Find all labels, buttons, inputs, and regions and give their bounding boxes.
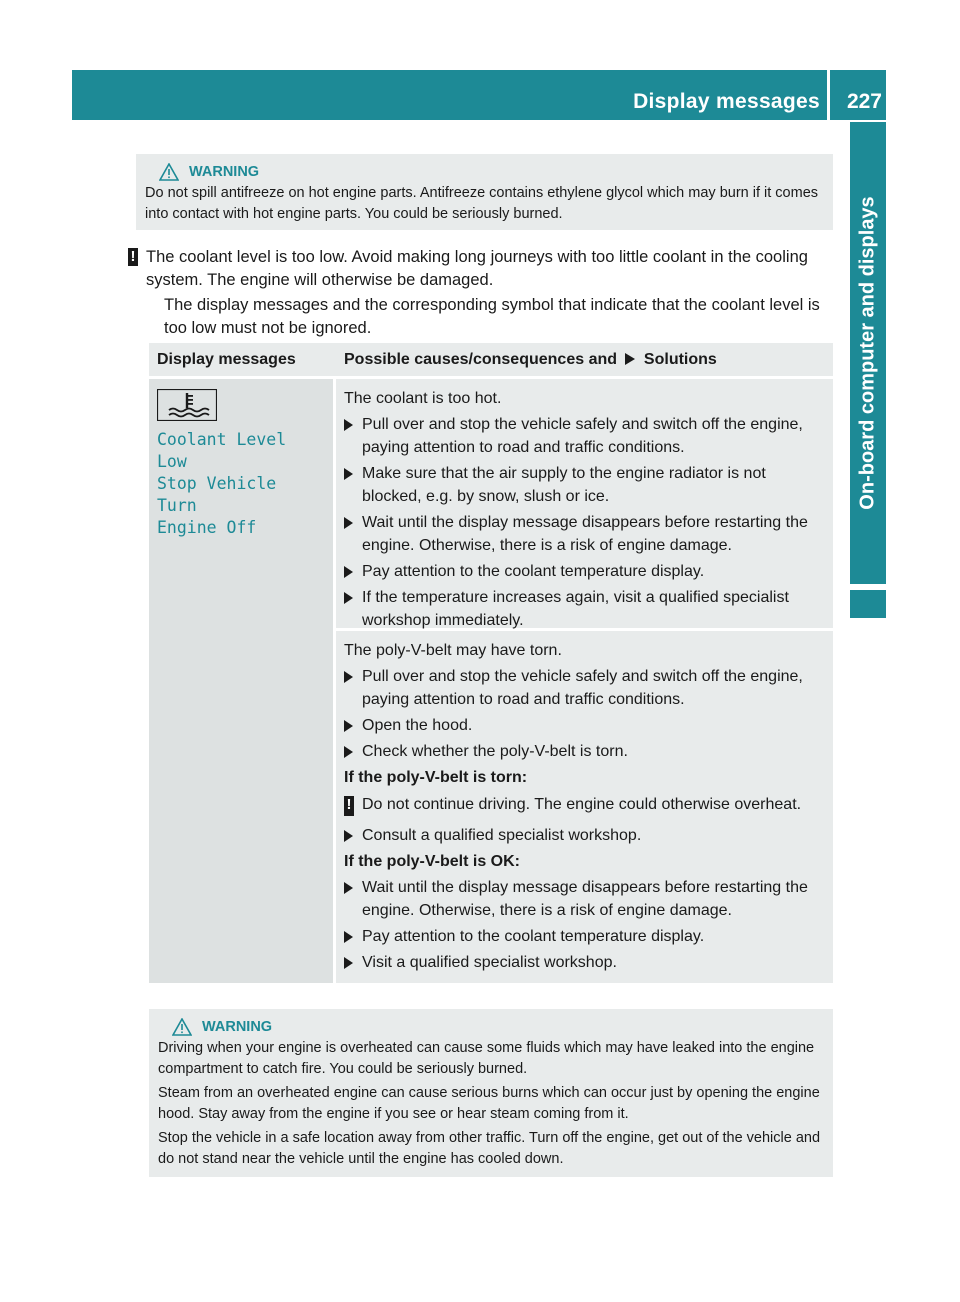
arrow-right-icon: [344, 830, 354, 842]
solution-step: [344, 665, 827, 711]
note-paragraph: The display messages and the corresponding symbol that indicate that the coolant level is too low must not be ignored.: [164, 296, 820, 337]
step-text: Pull over and stop the vehicle safely and switch off the engine, paying attention to road and traffic conditions.: [362, 668, 803, 708]
chapter-tab-label: On-board computer and displays: [856, 196, 879, 510]
arrow-right-icon: [344, 720, 354, 732]
arrow-right-icon: [344, 566, 354, 578]
solution-step: [344, 560, 827, 583]
warning-triangle-icon: [159, 163, 179, 181]
step-text: Wait until the display message disappears before restarting the engine. Otherwise, there is a risk of engine damage.: [362, 514, 808, 554]
step-text: If the temperature increases again, visit a qualified specialist workshop immediately.: [362, 589, 789, 629]
message-cell: [149, 376, 336, 983]
solution-step: [344, 413, 827, 459]
coolant-note: [130, 246, 834, 340]
caution-text: Do not continue driving. The engine could otherwise overheat.: [362, 796, 802, 813]
warning-text: Do not spill antifreeze on hot engine parts. Antifreeze contains ethylene glycol which may burn if it comes into contact with hot engine parts. You could be seriously burned.: [145, 185, 819, 222]
caution-note: [344, 793, 827, 816]
arrow-right-icon: [344, 931, 354, 943]
arrow-right-icon: [344, 468, 354, 480]
note-text: The coolant level is too low. Avoid making long journeys with too little coolant in the cooling system. The engine will otherwise be damaged.: [146, 248, 808, 289]
solution-step: [344, 740, 827, 763]
warning-box-top: [136, 154, 833, 230]
condition-heading: If the poly-V-belt is torn:: [344, 769, 528, 786]
step-text: Pay attention to the coolant temperature display.: [362, 928, 705, 945]
warning-text: Stop the vehicle in a safe location away from other traffic. Turn off the engine, get out of the vehicle and do not stand near the vehicle until the engine has cooled down.: [158, 1130, 821, 1167]
section-title: Display messages: [633, 90, 820, 113]
note-paragraph: [130, 246, 834, 292]
arrow-right-icon: [344, 517, 354, 529]
warning-label: WARNING: [189, 163, 260, 180]
message-line: Stop Vehicle Turn: [157, 474, 277, 515]
solution-block-belt: [336, 628, 833, 983]
solution-step: [344, 876, 827, 922]
caution-icon: !: [128, 248, 138, 266]
display-message-table: [149, 343, 833, 983]
arrow-right-icon: [344, 671, 354, 683]
solution-step: [344, 824, 827, 847]
arrow-right-icon: [625, 353, 635, 365]
cause-text: The poly-V-belt may have torn.: [344, 642, 562, 659]
solution-step: [344, 925, 827, 948]
solution-cell: [336, 628, 833, 983]
step-text: Check whether the poly-V-belt is torn.: [362, 743, 628, 760]
solution-step: [344, 951, 827, 974]
chapter-tab: [850, 122, 886, 584]
solution-step: [344, 511, 827, 557]
message-line: Coolant Level Low: [157, 430, 287, 471]
cause-text: The coolant is too hot.: [344, 390, 502, 407]
warning-box-bottom: [149, 1009, 833, 1177]
step-text: Consult a qualified specialist workshop.: [362, 827, 642, 844]
chapter-marker: [850, 590, 886, 618]
column-header-messages: Display messages: [149, 343, 336, 376]
page-number: 227: [846, 90, 882, 113]
warning-label: WARNING: [202, 1018, 273, 1035]
arrow-right-icon: [344, 882, 354, 894]
caution-icon: !: [344, 796, 354, 816]
arrow-right-icon: [344, 592, 354, 604]
solution-step: [344, 714, 827, 737]
column-header-solutions: [336, 343, 833, 376]
header-suffix: Solutions: [643, 350, 717, 368]
arrow-right-icon: [344, 419, 354, 431]
step-text: Visit a qualified specialist workshop.: [362, 954, 617, 971]
warning-triangle-icon: [172, 1018, 192, 1036]
warning-text: Driving when your engine is overheated can cause some fluids which may have leaked into the engine compartment to catch fire. You could be seriously burned.: [158, 1040, 815, 1077]
page-header: [72, 70, 886, 120]
warning-header: [158, 1017, 825, 1037]
header-prefix: Possible causes/consequences and: [344, 350, 618, 368]
header-divider: [827, 70, 830, 120]
solution-step: [344, 462, 827, 508]
condition-heading: If the poly-V-belt is OK:: [344, 853, 521, 870]
arrow-right-icon: [344, 746, 354, 758]
step-text: Make sure that the air supply to the engine radiator is not blocked, e.g. by snow, slush or ice.: [362, 465, 766, 505]
solution-block-overheat: [336, 376, 833, 628]
solution-cell: [336, 376, 833, 628]
coolant-temperature-icon: [157, 389, 217, 421]
arrow-right-icon: [344, 957, 354, 969]
warning-header: [145, 162, 825, 182]
solution-step: [344, 586, 827, 632]
warning-text: Steam from an overheated engine can cause serious burns which can occur just by opening the engine hood. Stay away from the engine if you see or hear steam coming from it.: [158, 1085, 820, 1122]
step-text: Wait until the display message disappears before restarting the engine. Otherwise, there is a risk of engine damage.: [362, 879, 808, 919]
message-line: Engine Off: [157, 518, 257, 537]
step-text: Pay attention to the coolant temperature display.: [362, 563, 705, 580]
step-text: Open the hood.: [362, 717, 473, 734]
step-text: Pull over and stop the vehicle safely and switch off the engine, paying attention to road and traffic conditions.: [362, 416, 803, 456]
